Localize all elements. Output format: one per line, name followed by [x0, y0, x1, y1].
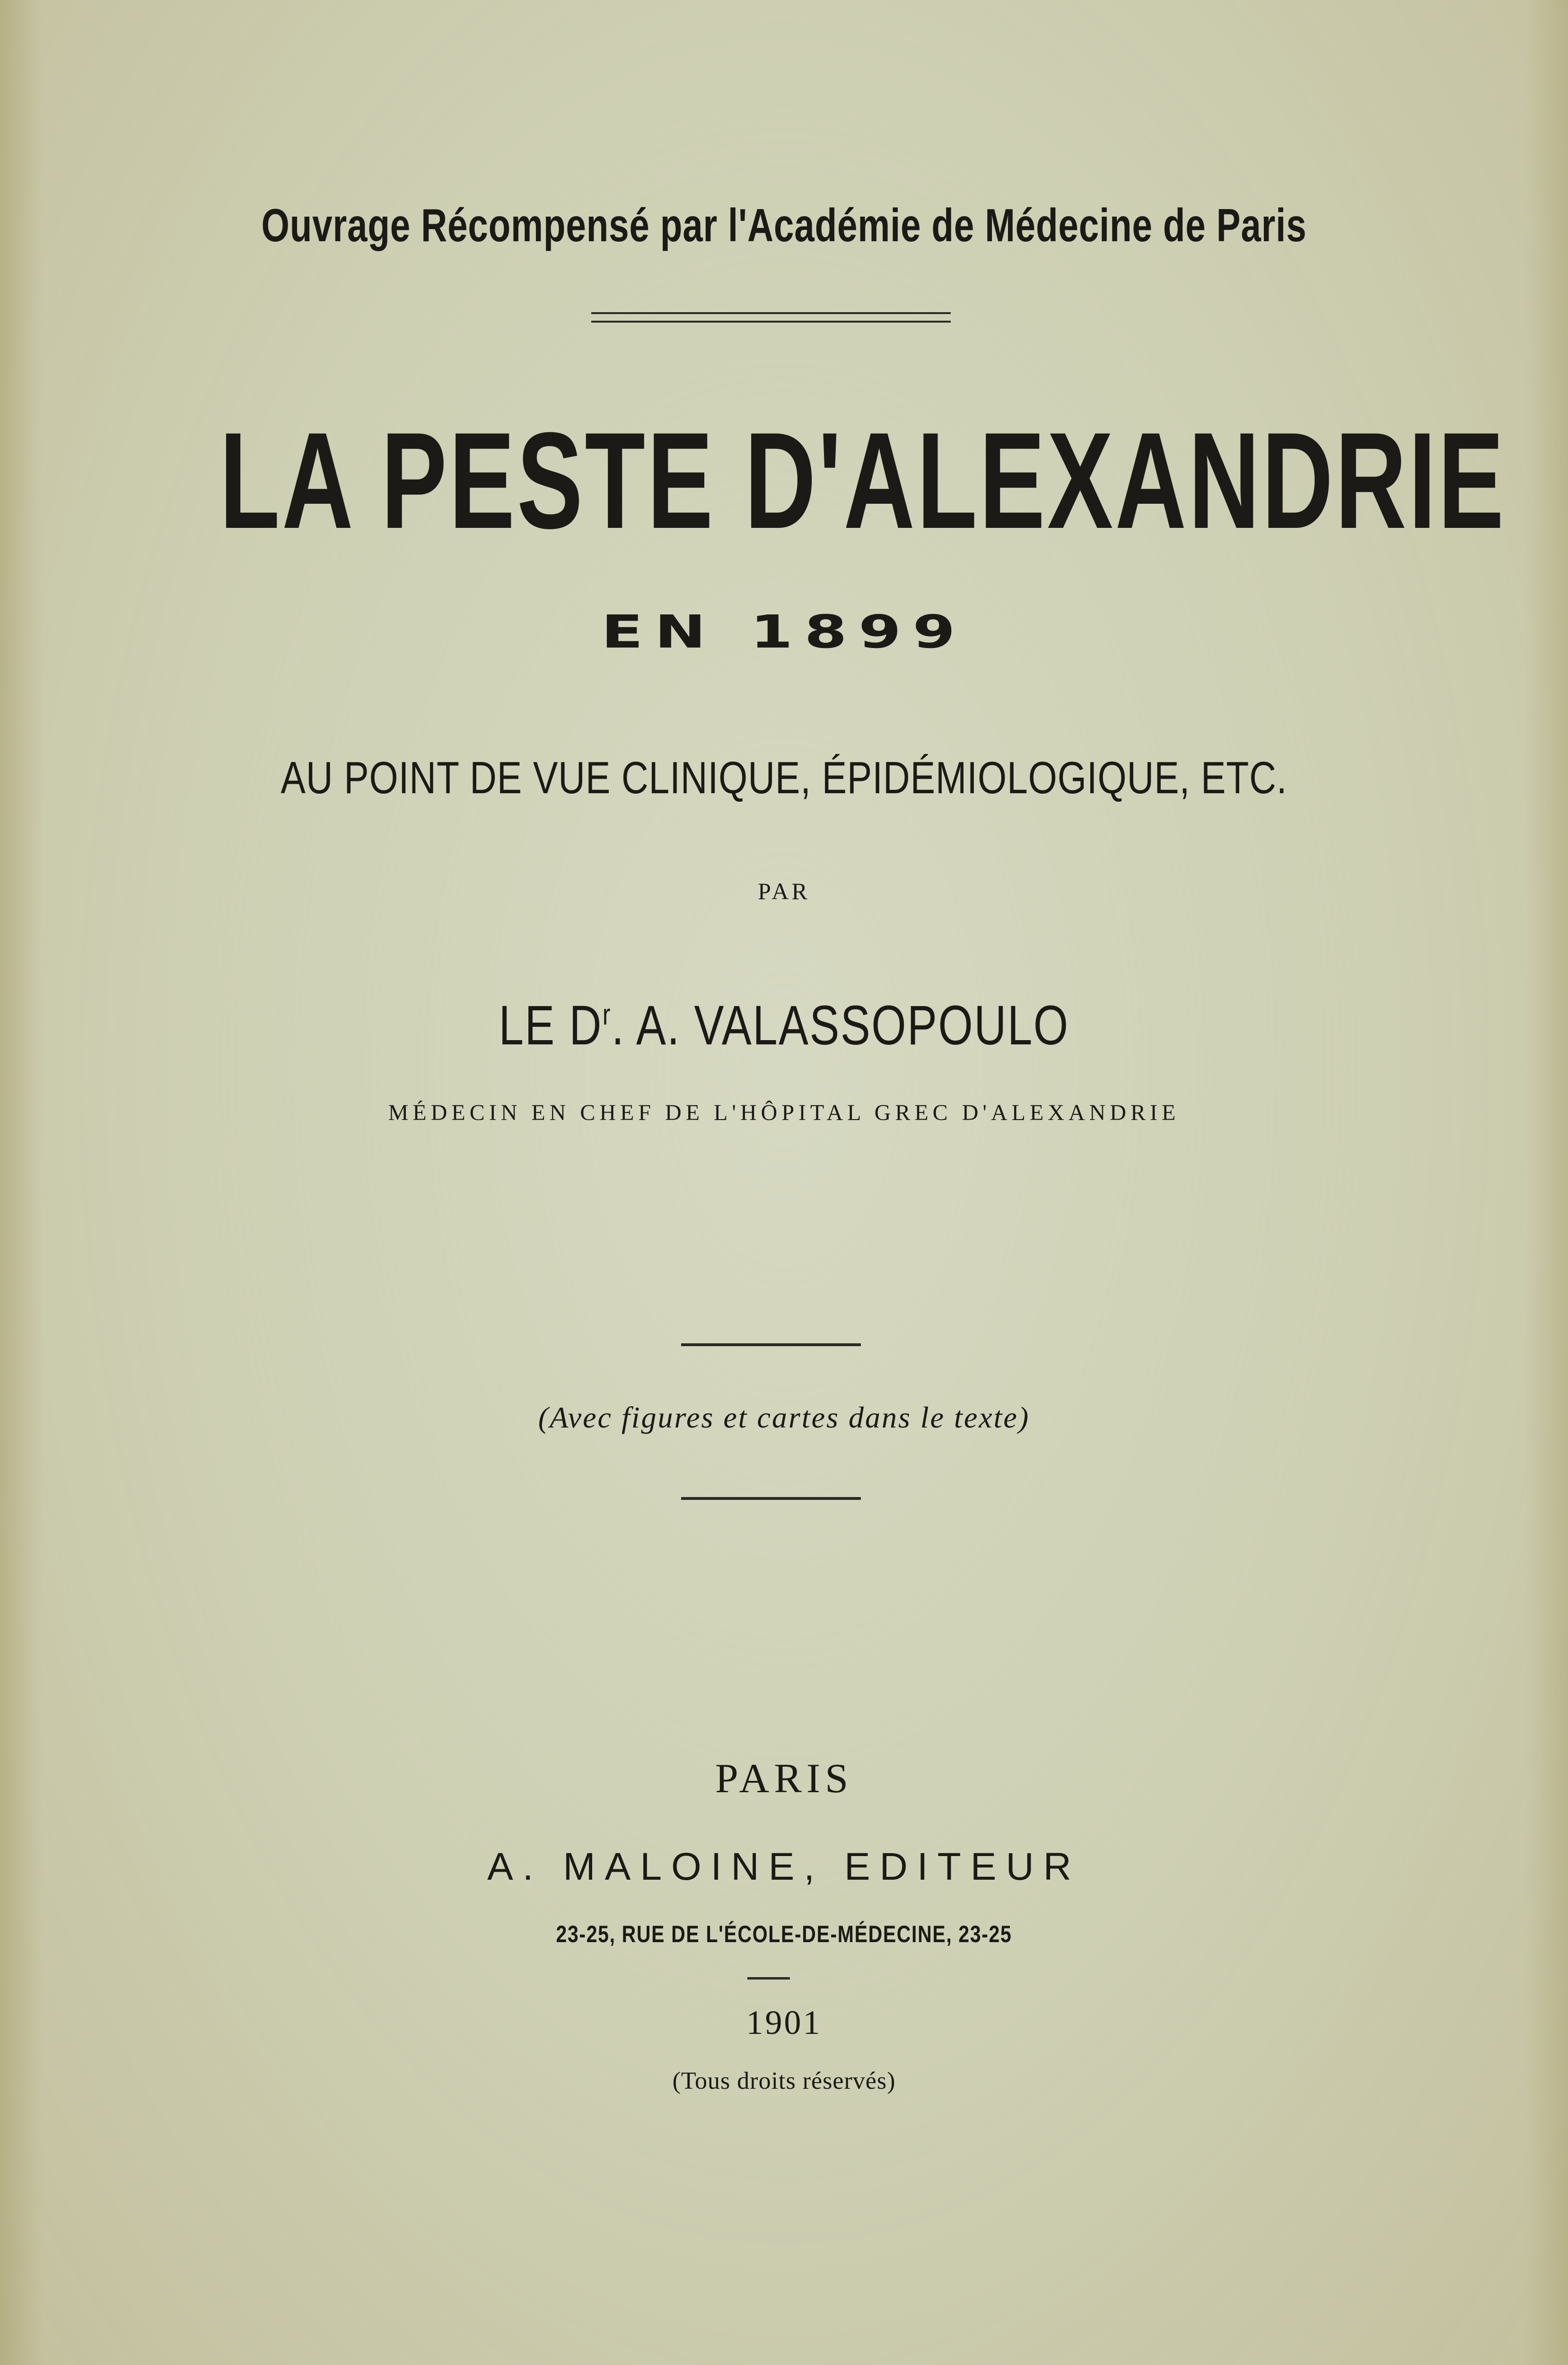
author-name: . A. VALASSOPOULO	[611, 994, 1069, 1057]
publisher-address: 23-25, RUE DE L'ÉCOLE-DE-MÉDECINE, 23-25	[556, 1921, 1012, 1947]
author-prefix: LE D	[499, 994, 603, 1057]
rule-divider-upper	[681, 1343, 861, 1346]
figures-note: (Avec figures et cartes dans le texte)	[538, 1401, 1030, 1434]
by-label: PAR	[758, 878, 810, 904]
author-title-superscript: r	[602, 999, 612, 1031]
author-affiliation: MÉDECIN EN CHEF DE L'HÔPITAL GREC D'ALEXANDRIE	[388, 1100, 1180, 1125]
subtitle: AU POINT DE VUE CLINIQUE, ÉPIDÉMIOLOGIQUE, ETC.	[280, 753, 1288, 803]
rights-notice: (Tous droits réservés)	[672, 2067, 896, 2094]
publication-date: 1901	[746, 2004, 822, 2041]
publisher: A. MALOINE, EDITEUR	[487, 1845, 1081, 1888]
book-title: LA PESTE D'ALEXANDRIE	[219, 404, 1506, 557]
short-rule-divider	[747, 1977, 790, 1980]
award-line: Ouvrage Récompensé par l'Académie de Médecine de Paris	[261, 199, 1307, 251]
author	[157, 993, 1411, 1058]
publication-city: PARIS	[715, 1756, 853, 1802]
rule-divider-lower	[681, 1497, 861, 1500]
double-rule-divider	[591, 312, 951, 323]
year-line: EN 1899	[601, 605, 967, 658]
